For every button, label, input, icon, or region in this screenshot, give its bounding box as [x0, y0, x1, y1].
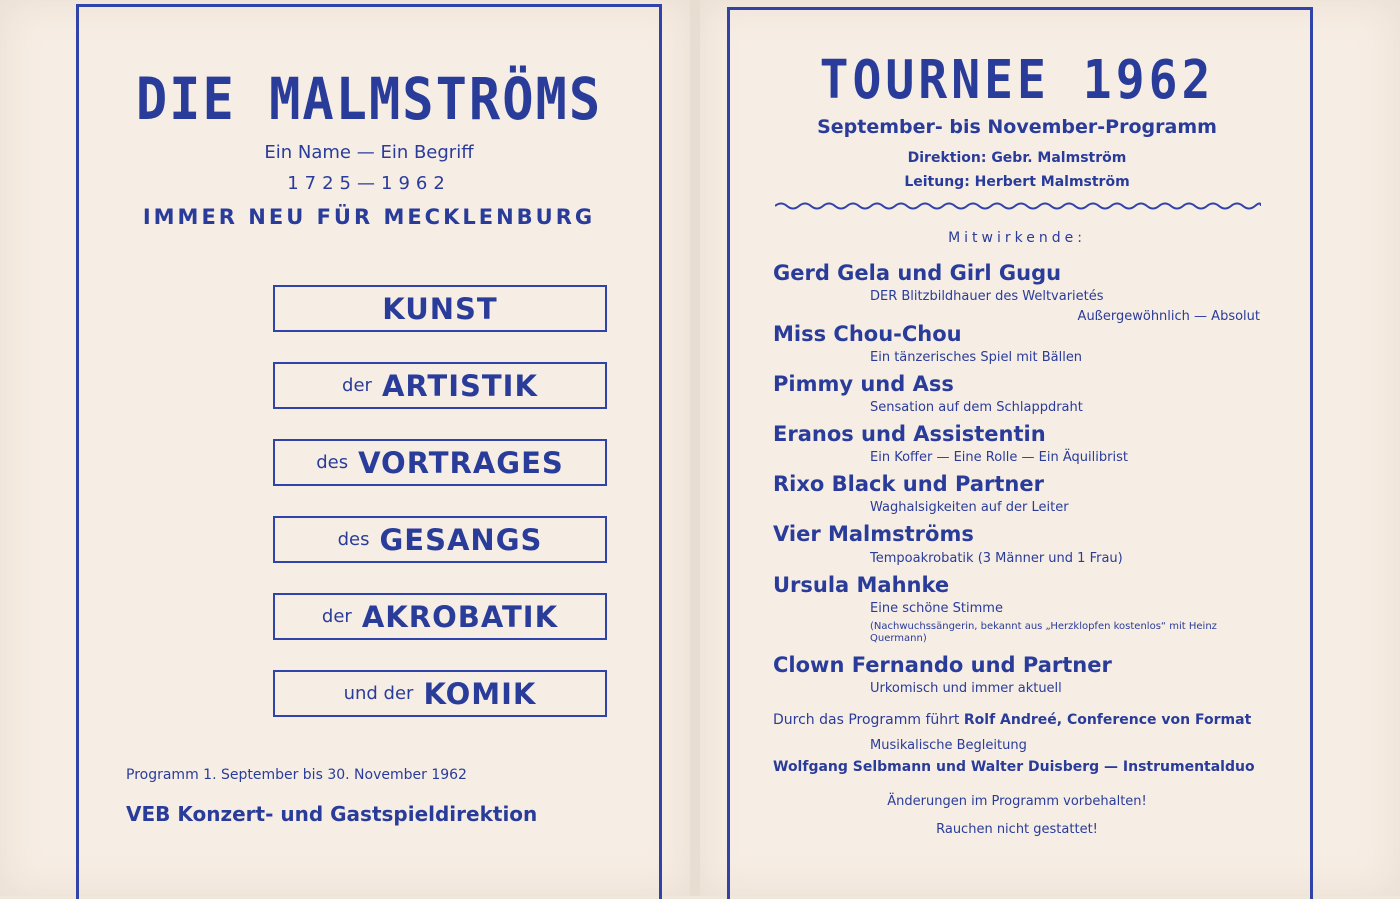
act-name: Eranos und Assistentin	[773, 422, 1046, 446]
art-box-gesangs	[273, 516, 607, 563]
act-desc: Urkomisch und immer aktuell	[870, 681, 1062, 696]
act-desc: DER Blitzbildhauer des Weltvarietés	[870, 289, 1104, 304]
notice-changes: Änderungen im Programm vorbehalten!	[887, 794, 1147, 809]
act-name: Rixo Black und Partner	[773, 472, 1044, 496]
page-fold	[690, 0, 700, 896]
art-box-komik	[273, 670, 607, 717]
art-prefix: der	[321, 606, 352, 627]
art-word: KOMIK	[423, 676, 537, 711]
art-prefix: der	[342, 375, 372, 396]
tagline: Ein Name — Ein Begriff	[264, 142, 474, 163]
act-desc: Eine schöne Stimme	[870, 601, 1003, 616]
tour-title: TOURNEE 1962	[819, 48, 1215, 112]
main-title: DIE MALMSTRÖMS	[135, 66, 603, 134]
act-name: Vier Malmströms	[773, 522, 974, 546]
art-word: GESANGS	[379, 522, 543, 557]
act-name: Miss Chou-Chou	[773, 322, 962, 346]
act-name: Ursula Mahnke	[773, 573, 950, 597]
act-note: (Nachwuchssängerin, bekannt aus „Herzklopfen kostenlos“ mit Heinz Quermann)	[870, 621, 1217, 644]
host-line	[773, 712, 1251, 728]
art-box-akrobatik	[273, 593, 607, 640]
art-prefix: und der	[343, 683, 414, 704]
leitung: Leitung: Herbert Malmström	[904, 174, 1130, 190]
act-desc: Tempoakrobatik (3 Männer und 1 Frau)	[870, 551, 1123, 566]
art-word: KUNST	[382, 291, 498, 326]
organizer: VEB Konzert- und Gastspieldirektion	[126, 802, 538, 826]
act-desc-secondary: Außergewöhnlich — Absolut	[1077, 309, 1260, 324]
host-name: Rolf Andreé, Conference von Format	[963, 712, 1252, 728]
direktion: Direktion: Gebr. Malmström	[907, 150, 1127, 166]
art-prefix: des	[337, 529, 370, 550]
program-dates: Programm 1. September bis 30. November 1962	[126, 767, 467, 783]
act-desc: Ein tänzerisches Spiel mit Bällen	[870, 350, 1083, 365]
years: 1725—1962	[287, 173, 451, 194]
art-box-artistik	[273, 362, 607, 409]
act-name: Clown Fernando und Partner	[773, 653, 1112, 677]
act-desc: Sensation auf dem Schlappdraht	[870, 400, 1083, 415]
host-prefix: Durch das Programm führt	[773, 712, 960, 728]
art-prefix: des	[316, 452, 349, 473]
act-desc: Ein Koffer — Eine Rolle — Ein Äquilibrist	[870, 450, 1128, 465]
art-word: VORTRAGES	[358, 445, 564, 480]
notice-smoking: Rauchen nicht gestattet!	[936, 822, 1098, 837]
music-names: Wolfgang Selbmann und Walter Duisberg — Instrumentalduo	[773, 759, 1255, 775]
act-name: Gerd Gela und Girl Gugu	[773, 261, 1062, 285]
art-word: AKROBATIK	[361, 599, 559, 634]
art-box-kunst	[273, 285, 607, 332]
act-desc: Waghalsigkeiten auf der Leiter	[870, 500, 1069, 515]
art-box-vortrages	[273, 439, 607, 486]
act-name: Pimmy und Ass	[773, 372, 954, 396]
art-word: ARTISTIK	[381, 368, 538, 403]
wavy-divider	[775, 199, 1261, 213]
cast-heading: Mitwirkende:	[948, 230, 1086, 246]
slogan: IMMER NEU FÜR MECKLENBURG	[142, 205, 596, 229]
tour-subtitle: September- bis November-Programm	[817, 116, 1217, 138]
music-label: Musikalische Begleitung	[870, 738, 1027, 753]
